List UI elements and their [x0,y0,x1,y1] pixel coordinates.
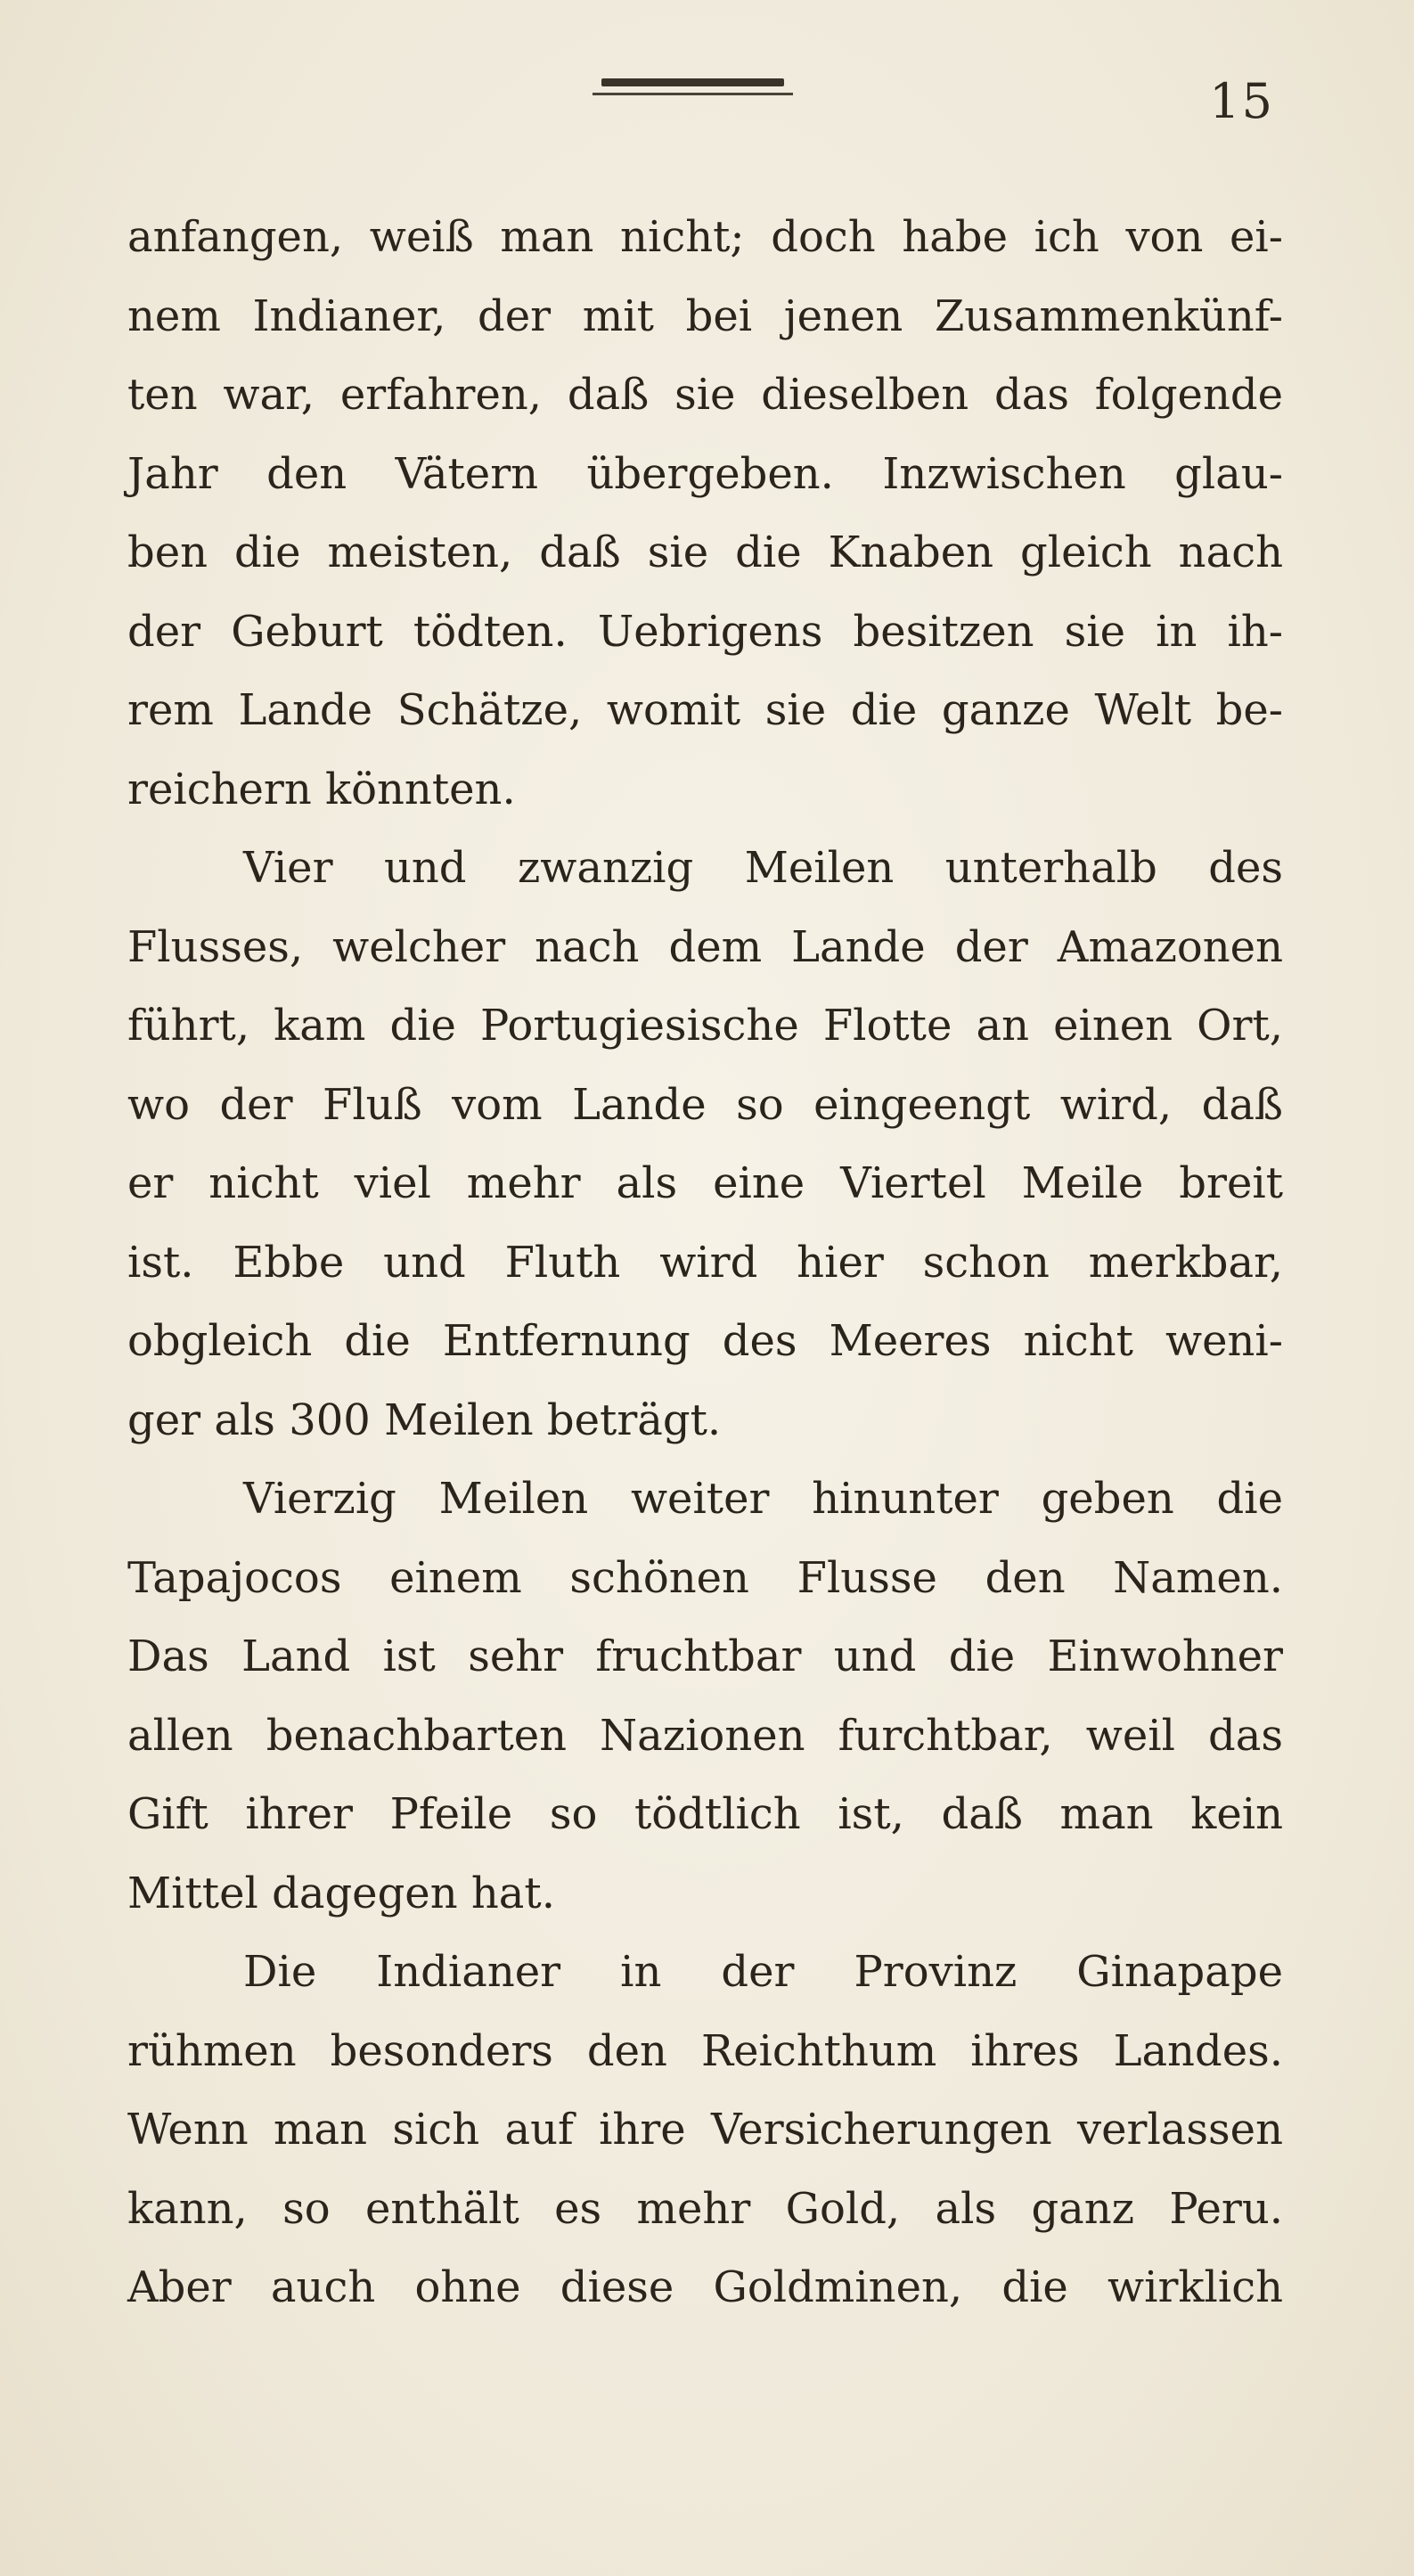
text-line: Tapajocos einem schönen Flusse den Namen. [127,1552,1283,1603]
text-line: der Geburt tödten. Uebrigens besitzen sie in ih- [127,606,1283,657]
text-line: rühmen besonders den Reichthum ihres Landes. [127,2025,1283,2076]
text-line: führt, kam die Portugiesische Flotte an einen Ort, [127,1001,1283,1051]
text-line: ten war, erfahren, daß sie dieselben das folgende [127,370,1283,420]
page-number: 15 [1209,73,1274,129]
text-line: ist. Ebbe und Fluth wird hier schon merkbar, [127,1237,1283,1288]
text-line: reichern könnten. [127,764,516,814]
text-line: kann, so enthält es mehr Gold, als ganz Peru. [127,2183,1283,2234]
text-line: allen benachbarten Nazionen furchtbar, weil das [127,1710,1283,1761]
header-rule-thick [601,78,784,86]
text-line: Gift ihrer Pfeile so tödtlich ist, daß man kein [127,1789,1283,1839]
text-line: Aber auch ohne diese Goldminen, die wirklich [127,2262,1283,2312]
text-line: ben die meisten, daß sie die Knaben gleich nach [127,527,1283,577]
paragraph-first-line: Vierzig Meilen weiter hinunter geben die [243,1474,1283,1524]
text-line: ger als 300 Meilen beträgt. [127,1394,722,1445]
text-line: wo der Fluß vom Lande so eingeengt wird, daß [127,1079,1283,1130]
text-line: anfangen, weiß man nicht; doch habe ich von ei- [127,212,1283,262]
body-text [127,198,1283,2327]
paragraph-first-line: Vier und zwanzig Meilen unterhalb des [243,843,1283,893]
text-line: Jahr den Vätern übergeben. Inzwischen glau- [127,448,1283,499]
header-ornament-rule [593,75,793,100]
text-line: rem Lande Schätze, womit sie die ganze Welt be- [127,685,1283,735]
text-line: Mittel dagegen hat. [127,1868,555,1918]
text-line: Wenn man sich auf ihre Versicherungen verlassen [127,2105,1283,2155]
paragraph-first-line: Die Indianer in der Provinz Ginapape [243,1947,1283,1997]
text-line: Flusses, welcher nach dem Lande der Amazonen [127,921,1283,972]
text-line: obgleich die Entfernung des Meeres nicht weni- [127,1316,1283,1366]
text-line: nem Indianer, der mit bei jenen Zusammenkünf- [127,290,1283,341]
header-rule-thin [593,93,793,95]
text-line: Das Land ist sehr fruchtbar und die Einwohner [127,1631,1283,1681]
text-line: er nicht viel mehr als eine Viertel Meile breit [127,1158,1283,1208]
